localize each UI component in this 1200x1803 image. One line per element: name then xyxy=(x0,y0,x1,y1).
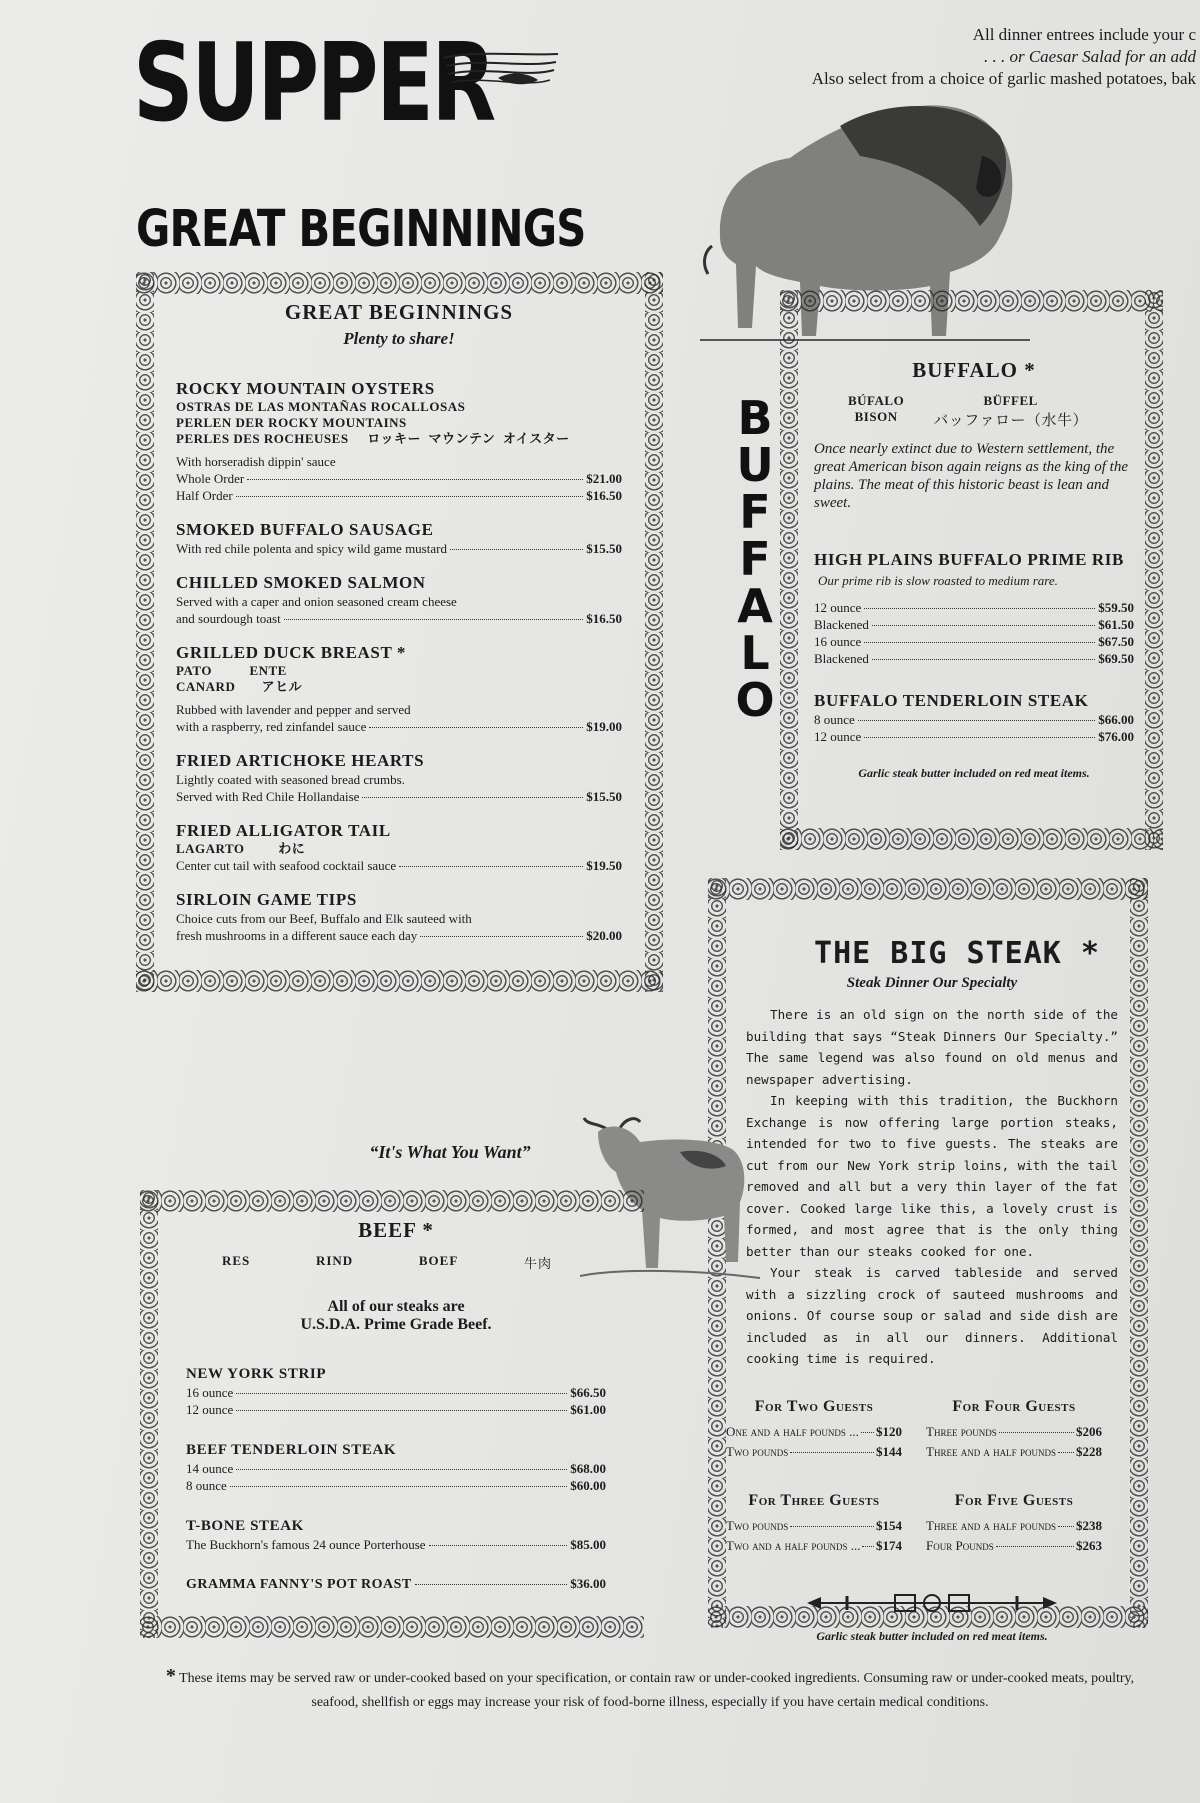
leader-dots xyxy=(872,625,1095,626)
guest-price-row xyxy=(926,1442,1102,1462)
great-beginnings-section xyxy=(136,272,663,992)
price-label: Two pounds xyxy=(726,1517,789,1533)
leader-dots xyxy=(790,1526,874,1527)
section-title: BEEF * xyxy=(358,1218,434,1242)
price-row xyxy=(186,1536,606,1553)
price-value: $206 xyxy=(1076,1423,1102,1439)
vertical-letter: F xyxy=(739,485,771,539)
price-value: $174 xyxy=(876,1537,902,1553)
buffalo-section xyxy=(780,290,1163,850)
price-label: 12 ounce xyxy=(186,1402,234,1417)
menu-item-name: CHILLED SMOKED SALMON xyxy=(176,573,426,592)
menu-item xyxy=(186,1440,606,1494)
price-label: One and a half pounds ... xyxy=(726,1423,859,1439)
menu-item-name: T-BONE STEAK xyxy=(186,1518,304,1534)
menu-item xyxy=(176,751,622,805)
appetizer-list xyxy=(176,379,622,944)
ornamental-border-bottom xyxy=(140,1616,644,1638)
price-label: fresh mushrooms in a different sauce each day xyxy=(176,928,418,943)
price-value: $59.50 xyxy=(1098,600,1134,615)
menu-item-translation: PERLEN DER ROCKY MOUNTAINS xyxy=(176,415,407,430)
leader-dots xyxy=(999,1432,1074,1433)
price-label: GRAMMA FANNY'S POT ROAST xyxy=(186,1577,412,1592)
steak-list xyxy=(186,1364,606,1593)
guest-group-heading: For Two Guests xyxy=(754,1397,874,1415)
price-label: Three and a half pounds xyxy=(926,1517,1056,1533)
price-row xyxy=(814,633,1134,650)
leader-dots xyxy=(284,619,584,620)
price-value: $16.50 xyxy=(586,611,622,626)
leader-dots xyxy=(369,727,583,728)
price-label: 12 ounce xyxy=(814,600,862,615)
garlic-butter-note: Garlic steak butter included on red meat items. xyxy=(816,1628,1048,1643)
price-label: Center cut tail with seafood cocktail sauce xyxy=(176,858,397,873)
menu-item-name: SIRLOIN GAME TIPS xyxy=(176,890,357,909)
ornamental-border-left xyxy=(136,272,154,992)
leader-dots xyxy=(236,496,584,497)
price-row xyxy=(814,650,1134,667)
guest-price-row xyxy=(726,1422,902,1442)
price-value: $61.00 xyxy=(570,1402,606,1417)
ornamental-border-left xyxy=(140,1190,158,1638)
price-label: Four Pounds xyxy=(926,1537,994,1553)
menu-item xyxy=(176,573,622,627)
ornamental-border-right xyxy=(645,272,663,992)
menu-item-description: Lightly coated with seasoned bread crumbs. xyxy=(176,772,405,787)
price-label: With red chile polenta and spicy wild game mustard xyxy=(176,541,447,556)
price-label: Blackened xyxy=(814,651,869,666)
translation-spanish: BÚFALO xyxy=(848,393,905,408)
leader-dots xyxy=(864,608,1095,609)
leader-dots xyxy=(1058,1452,1074,1453)
vertical-letter: O xyxy=(735,673,775,727)
great-beginnings-banner: GREAT BEGINNINGS xyxy=(136,200,586,259)
story-paragraph: In keeping with this tradition, the Buckhorn Exchange is now offering large portion steaks, intended for two to five guests. The steaks are cut from our New York strip loins, with the tail removed and all but a very thin layer of the fat cover. Cooked large like this, a lovely crust is formed, and most agree that is the only thing better than our steaks cooked for one. xyxy=(746,1093,1118,1259)
price-value: $66.00 xyxy=(1098,712,1134,727)
price-label: The Buckhorn's famous 24 ounce Porterhouse xyxy=(186,1537,426,1552)
translation-japanese: 牛肉 xyxy=(523,1256,552,1271)
price-label: Half Order xyxy=(176,488,233,503)
guest-pricing-grid xyxy=(726,1398,1118,1556)
prime-grade-line-2: U.S.D.A. Prime Grade Beef. xyxy=(300,1316,492,1333)
price-row xyxy=(176,470,622,487)
footnote-text: These items may be served raw or under-cooked based on your specification, or contain raw or under-cooked ingredients. Consuming raw or under-cooked meats, poultry, seafood, shellfish or eggs may increase your risk of food-borne illness, especially if you have certain medical conditions. xyxy=(179,1671,1135,1710)
price-label: and sourdough toast xyxy=(176,611,281,626)
guest-pricing-group xyxy=(726,1492,902,1556)
price-value: $61.50 xyxy=(1098,617,1134,632)
story-paragraph: There is an old sign on the north side of the building that says “Steak Dinners Our Specialty.” The same legend was also found on old menus and newspaper advertising. xyxy=(746,1007,1118,1087)
leader-dots xyxy=(420,936,583,937)
price-row xyxy=(814,599,1134,616)
section-title: BUFFALO * xyxy=(912,358,1036,382)
guest-pricing-group xyxy=(926,1398,1102,1462)
price-row xyxy=(186,1384,606,1401)
beef-section xyxy=(140,1190,644,1638)
price-value: $36.00 xyxy=(570,1576,606,1591)
price-label: Three and a half pounds xyxy=(926,1443,1056,1459)
menu-item xyxy=(176,890,622,944)
great-beginnings-content xyxy=(176,300,622,960)
guest-price-row xyxy=(726,1442,902,1462)
price-value: $263 xyxy=(1076,1537,1102,1553)
leader-dots xyxy=(858,720,1095,721)
price-value: $228 xyxy=(1076,1443,1102,1459)
price-value: $67.50 xyxy=(1098,634,1134,649)
menu-item-name: FRIED ALLIGATOR TAIL xyxy=(176,821,391,840)
leader-dots xyxy=(415,1584,567,1585)
price-value: $19.50 xyxy=(586,858,622,873)
menu-item-description: With horseradish dippin' sauce xyxy=(176,454,336,469)
ornamental-border-bottom xyxy=(780,828,1163,850)
menu-item-translation: CANARD アヒル xyxy=(176,679,303,694)
guest-price-row xyxy=(926,1516,1102,1536)
menu-item-name: SMOKED BUFFALO SAUSAGE xyxy=(176,520,434,539)
translation-spanish: RES xyxy=(222,1253,251,1268)
section-subtitle: Steak Dinner Our Specialty xyxy=(846,975,1018,991)
price-row xyxy=(186,1401,606,1418)
price-label: with a raspberry, red zinfandel sauce xyxy=(176,719,367,734)
guest-group-heading: For Three Guests xyxy=(748,1491,880,1509)
price-value: $85.00 xyxy=(570,1537,606,1552)
leader-dots xyxy=(429,1545,568,1546)
price-value: $68.00 xyxy=(570,1461,606,1476)
vertical-letter: U xyxy=(736,438,774,492)
menu-item-name: BEEF TENDERLOIN STEAK xyxy=(186,1442,397,1458)
price-row xyxy=(176,927,622,944)
section-title: THE BIG STEAK * xyxy=(814,936,1100,971)
guest-pricing-group xyxy=(926,1492,1102,1556)
buffalo-content xyxy=(814,358,1134,782)
beef-tagline: “It's What You Want” xyxy=(369,1142,531,1162)
leader-dots xyxy=(1058,1526,1074,1527)
leader-dots xyxy=(247,479,583,480)
price-label: Two pounds xyxy=(726,1443,789,1459)
ornamental-border-bottom xyxy=(136,970,663,992)
price-label: 12 ounce xyxy=(814,729,862,744)
price-label: 16 ounce xyxy=(186,1385,234,1400)
prime-grade-line-1: All of our steaks are xyxy=(327,1298,465,1315)
guest-pricing-group xyxy=(726,1398,902,1462)
price-label: Whole Order xyxy=(176,471,245,486)
page-title: SUPPER xyxy=(133,21,494,146)
price-value: $144 xyxy=(876,1443,902,1459)
buffalo-vertical-label xyxy=(735,391,775,727)
leader-dots xyxy=(861,1432,874,1433)
intro-line-3: Also select from a choice of garlic mashed potatoes, bak xyxy=(811,69,1196,88)
price-value: $20.00 xyxy=(586,928,622,943)
beef-content xyxy=(186,1218,606,1615)
asterisk-marker: * xyxy=(165,1665,176,1687)
divider-ornament-icon xyxy=(807,1590,1057,1616)
price-row xyxy=(186,1575,606,1593)
translation-german: BÜFFEL xyxy=(983,393,1038,408)
price-value: $15.50 xyxy=(586,789,622,804)
menu-item-description: Served with a caper and onion seasoned cream cheese xyxy=(176,594,457,609)
menu-item-description: Rubbed with lavender and pepper and served xyxy=(176,702,411,717)
menu-item-name: HIGH PLAINS BUFFALO PRIME RIB xyxy=(814,550,1124,569)
price-value: $19.00 xyxy=(586,719,622,734)
big-steak-content xyxy=(726,936,1118,1645)
buffalo-translations xyxy=(848,393,1088,430)
price-value: $60.00 xyxy=(570,1478,606,1493)
leader-dots xyxy=(236,1393,567,1394)
price-list xyxy=(814,711,1134,745)
ornamental-border-top xyxy=(708,878,1148,900)
beef-translations xyxy=(222,1253,552,1272)
menu-item xyxy=(186,1575,606,1593)
leader-dots xyxy=(236,1410,567,1411)
intro-line-2: . . . or Caesar Salad for an add xyxy=(983,47,1196,66)
menu-item xyxy=(186,1516,606,1553)
vertical-letter: A xyxy=(737,579,773,633)
price-label: Two and a half pounds ... xyxy=(726,1537,861,1553)
big-steak-section xyxy=(708,878,1148,1643)
guest-price-row xyxy=(726,1536,902,1556)
guest-price-row xyxy=(926,1422,1102,1442)
menu-item-name: BUFFALO TENDERLOIN STEAK xyxy=(814,691,1089,710)
ornamental-border-left xyxy=(780,290,798,850)
buffalo-blurb: Once nearly extinct due to Western settlement, the great American bison again reigns as the king of the plains. The meat of this historic beast is lean and sweet. xyxy=(814,441,1128,511)
leader-dots xyxy=(790,1452,874,1453)
translation-french: BISON xyxy=(854,409,898,424)
price-row xyxy=(814,616,1134,633)
price-label: 8 ounce xyxy=(186,1478,227,1493)
section-subtitle: Plenty to share! xyxy=(343,329,455,348)
vertical-letter: B xyxy=(737,391,773,445)
translation-french: BOEF xyxy=(418,1253,459,1268)
menu-item xyxy=(186,1364,606,1418)
leader-dots xyxy=(864,642,1095,643)
menu-item xyxy=(176,520,622,557)
leader-dots xyxy=(362,797,583,798)
menu-item-name: ROCKY MOUNTAIN OYSTERS xyxy=(176,379,435,398)
story-paragraph: Your steak is carved tableside and served with a sizzling crock of sauteed mushrooms and onions. Of course soup or salad and side dish are included as in all our dinners. Additional cooking time is required. xyxy=(746,1265,1118,1366)
menu-item-name: GRILLED DUCK BREAST * xyxy=(176,643,407,662)
price-label: 16 ounce xyxy=(814,634,862,649)
menu-item xyxy=(176,821,622,874)
leader-dots xyxy=(236,1469,567,1470)
price-value: $21.00 xyxy=(586,471,622,486)
menu-item xyxy=(176,379,622,504)
leader-dots xyxy=(996,1546,1074,1547)
price-label: Served with Red Chile Hollandaise xyxy=(176,789,360,804)
menu-item-description: Our prime rib is slow roasted to medium rare. xyxy=(818,573,1058,588)
price-row xyxy=(186,1477,606,1494)
ornamental-border-right xyxy=(1145,290,1163,850)
flourish-ornament-icon xyxy=(438,48,563,96)
price-row xyxy=(176,718,622,735)
price-row xyxy=(176,857,622,874)
leader-dots xyxy=(230,1486,567,1487)
intro-line-1: All dinner entrees include your c xyxy=(972,25,1196,44)
price-label: Blackened xyxy=(814,617,869,632)
ornamental-border-top xyxy=(136,272,663,294)
price-value: $238 xyxy=(1076,1517,1102,1533)
leader-dots xyxy=(450,549,583,550)
translation-german: RIND xyxy=(315,1253,354,1268)
vertical-letter: F xyxy=(739,532,771,586)
guest-price-row xyxy=(926,1536,1102,1556)
ornamental-border-top xyxy=(780,290,1163,312)
price-value: $15.50 xyxy=(586,541,622,556)
price-value: $76.00 xyxy=(1098,729,1134,744)
menu-item-translation: PATO ENTE xyxy=(176,663,287,678)
price-value: $69.50 xyxy=(1098,651,1134,666)
price-label: 14 ounce xyxy=(186,1461,234,1476)
price-row xyxy=(814,711,1134,728)
price-row xyxy=(176,540,622,557)
leader-dots xyxy=(864,737,1095,738)
guest-group-heading: For Four Guests xyxy=(952,1397,1076,1415)
garlic-butter-note: Garlic steak butter included on red meat items. xyxy=(858,766,1090,780)
guest-price-row xyxy=(726,1516,902,1536)
price-value: $120 xyxy=(876,1423,902,1439)
leader-dots xyxy=(872,659,1095,660)
price-label: 8 ounce xyxy=(814,712,855,727)
price-value: $16.50 xyxy=(586,488,622,503)
price-value: $66.50 xyxy=(570,1385,606,1400)
food-safety-footnote xyxy=(150,1664,1150,1715)
translation-japanese: バッファロー（水牛） xyxy=(933,413,1088,429)
entree-intro xyxy=(636,24,1196,90)
price-row xyxy=(814,728,1134,745)
section-title: GREAT BEGINNINGS xyxy=(284,300,514,324)
price-list xyxy=(814,599,1134,667)
guest-group-heading: For Five Guests xyxy=(954,1491,1074,1509)
menu-item-translation: LAGARTO わに xyxy=(176,841,306,856)
price-row xyxy=(186,1460,606,1477)
menu-item-name: NEW YORK STRIP xyxy=(186,1366,327,1382)
menu-item-name: FRIED ARTICHOKE HEARTS xyxy=(176,751,425,770)
ornamental-border-top xyxy=(140,1190,644,1212)
menu-item-translation: PERLES DES ROCHEUSES ロッキー マウンテン オイスター xyxy=(176,431,570,446)
price-label: Three pounds xyxy=(926,1423,997,1439)
price-value: $154 xyxy=(876,1517,902,1533)
price-row xyxy=(176,788,622,805)
leader-dots xyxy=(399,866,583,867)
menu-item xyxy=(176,643,622,735)
menu-item-translation: OSTRAS DE LAS MONTAÑAS ROCALLOSAS xyxy=(176,399,466,414)
vertical-letter: L xyxy=(740,626,770,680)
price-row xyxy=(176,610,622,627)
leader-dots xyxy=(862,1546,874,1547)
ornamental-border-right xyxy=(1130,878,1148,1628)
price-row xyxy=(176,487,622,504)
menu-item-description: Choice cuts from our Beef, Buffalo and Elk sauteed with xyxy=(176,911,472,926)
